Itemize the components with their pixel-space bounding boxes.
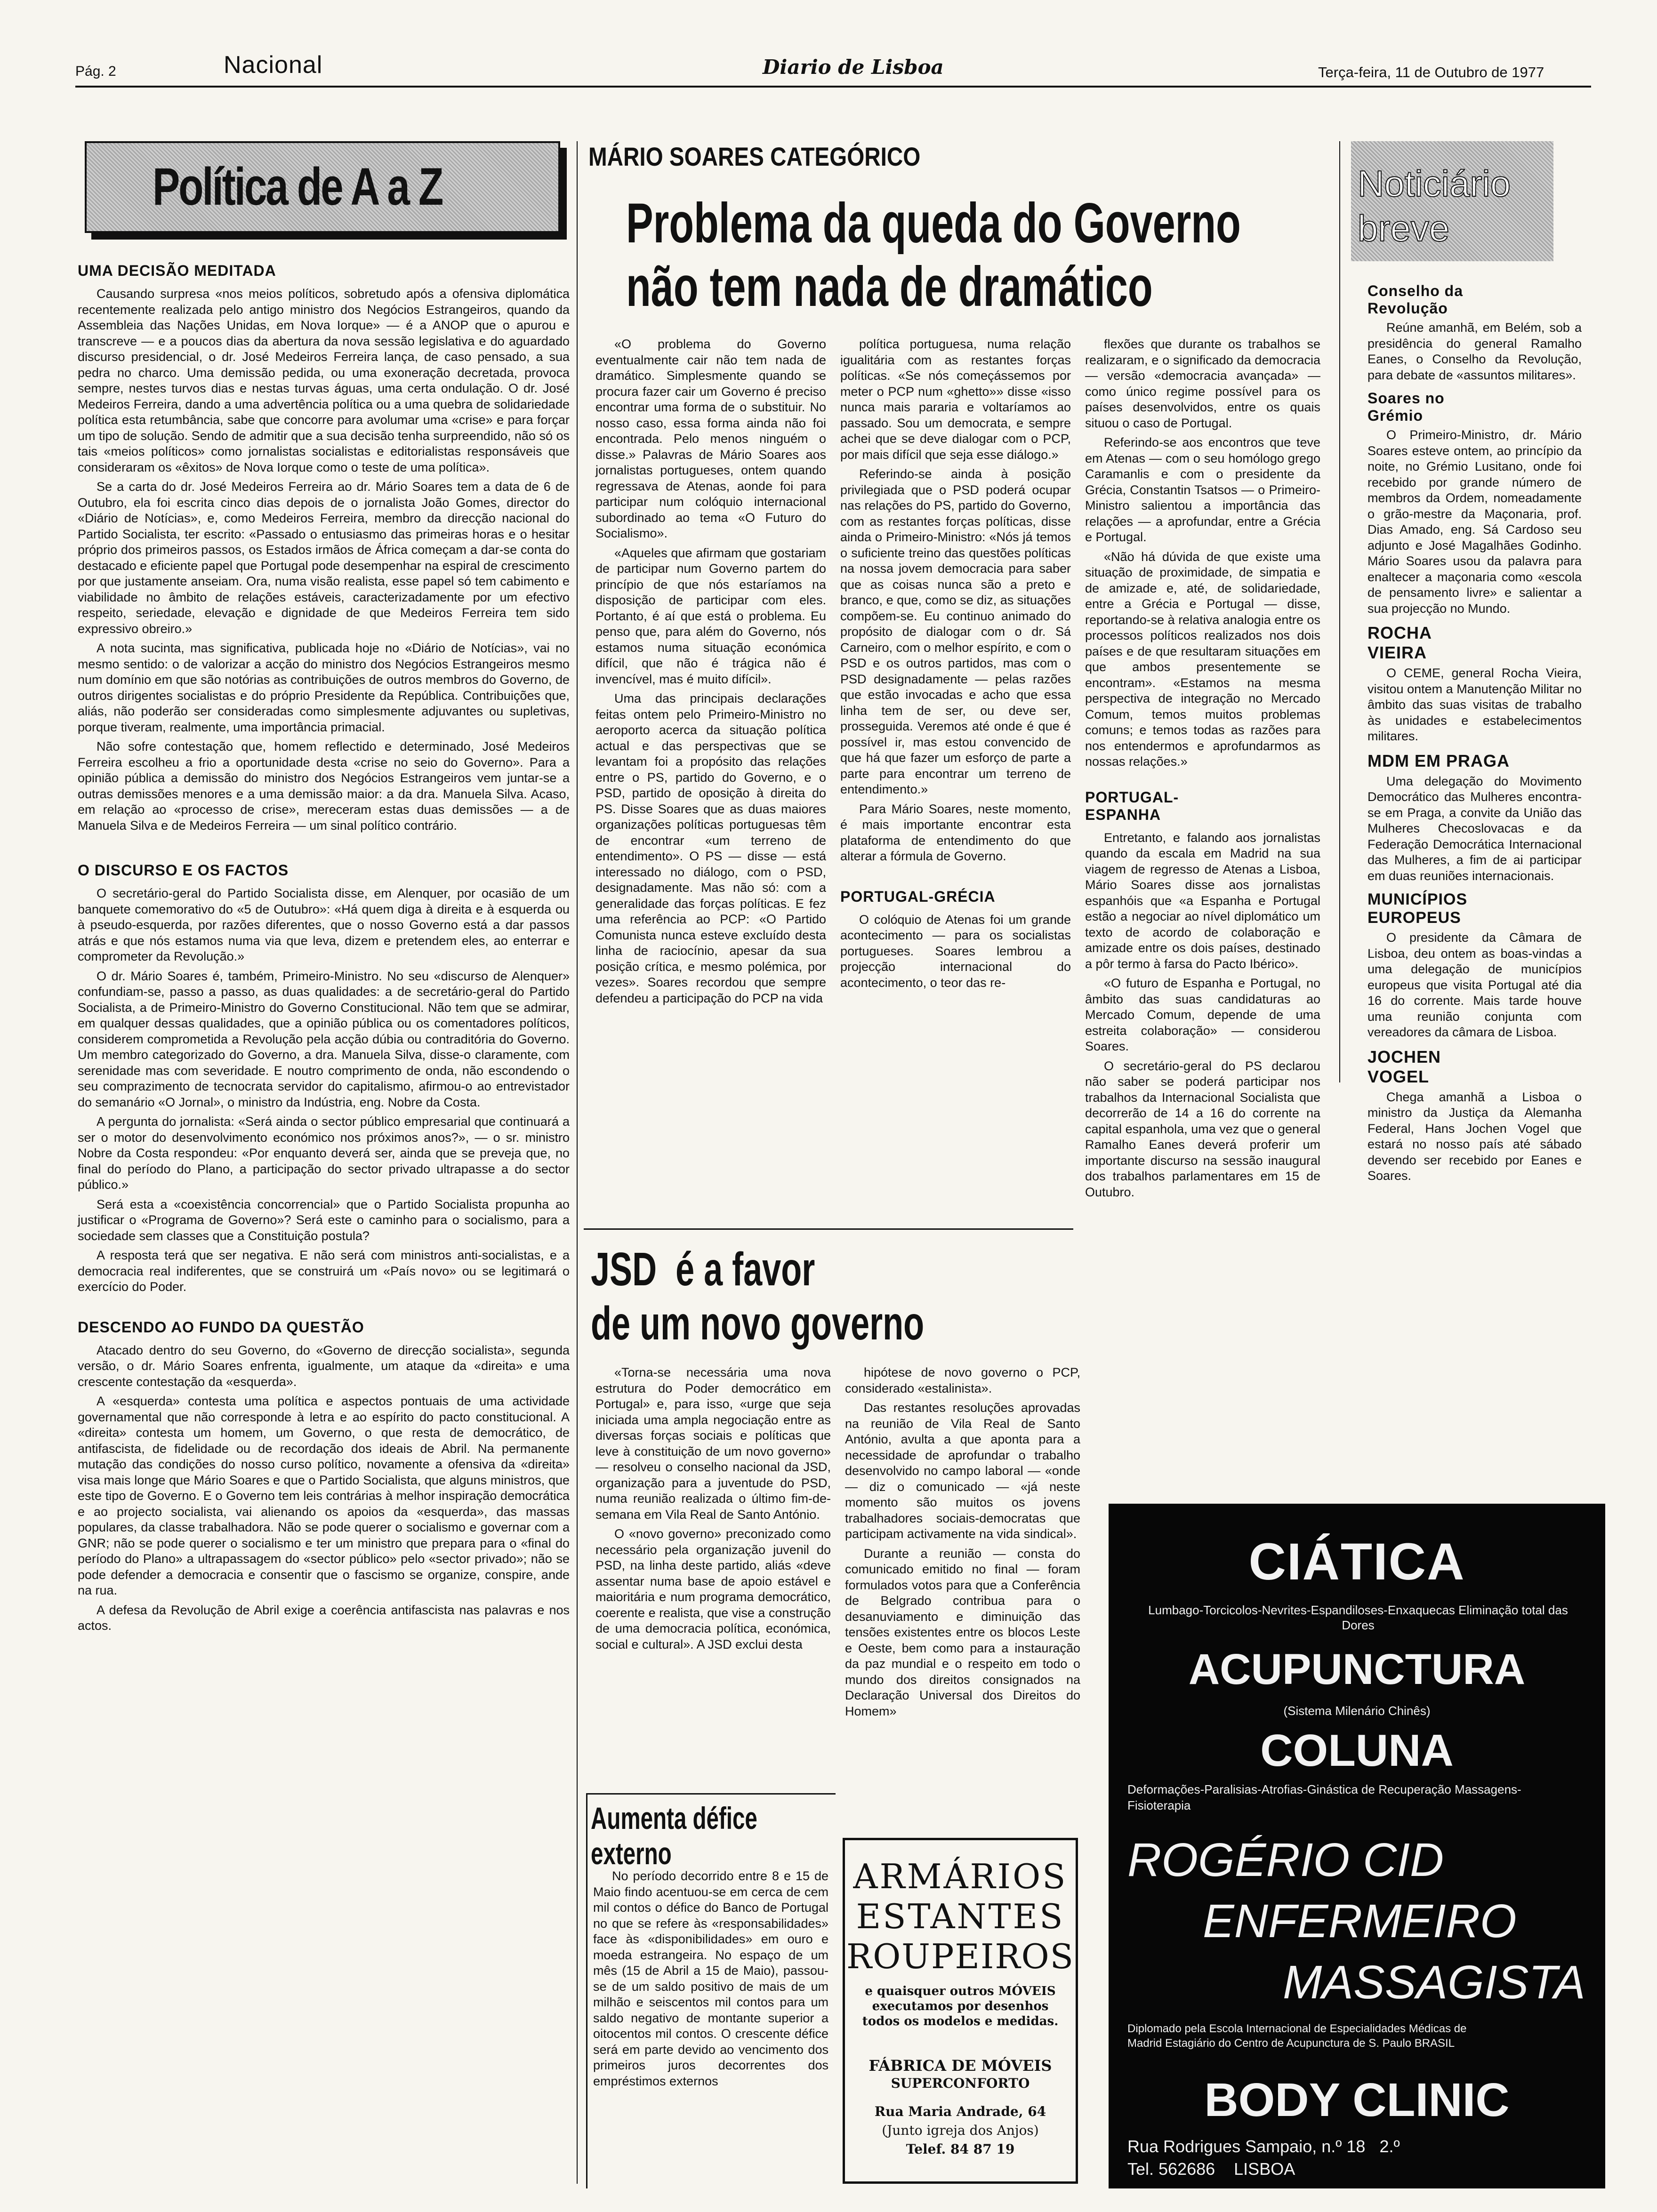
armarios-address-2: (Junto igreja dos Anjos): [882, 2123, 1039, 2138]
main-headline-line2: não tem nada de dramático: [626, 255, 1153, 318]
clinic-role-1: ENFERMEIRO: [1203, 1895, 1517, 1948]
armarios-phone: Telef. 84 87 19: [906, 2141, 1015, 2157]
noticiario-item-text: Chega amanhã a Lisboa o ministro da Justiça da Alemanha Federal, Hans Jochen Vogel que estará no nosso país até sábado devendo ser recebido por Eanes e Soares.: [1367, 1090, 1582, 1183]
armarios-line2: ESTANTES: [856, 1897, 1065, 1936]
noticiario-item: [1367, 623, 1582, 745]
paragraph: O secretário-geral do Partido Socialista disse, em Alenquer, por ocasião de um banquete comemorativo do «5 de Outubro»: «Há quem diga à direita e à esquerda ou à pseudo-esquerda, por razões diferentes, que o nosso Governo está a dar passos atrás e que nós estamos numa via que leva, dizem e pretendem eles, ao enterrar e comprometer da Revolução.»: [78, 886, 570, 963]
main-column-3: [1085, 337, 1320, 1202]
paragraph: «Torna-se necessária uma nova estrutura do Poder democrático em Portugal» e, para isso, «urge que seja iniciada uma ampla negociação entre as diversas forças sociais e políticas que leve à constituição de um novo governo» — resolveu o conselho nacional da JSD, organização para a juventude do PSD, numa reunião realizada o último fim-de-semana em Vila Real de Santo António.: [595, 1365, 831, 1522]
clinic-body-clinic: BODY CLINIC: [1204, 2074, 1510, 2126]
politica-column: [78, 252, 570, 2196]
armarios-line1: ARMÁRIOS: [853, 1857, 1068, 1896]
portugal-espanha-subhead: PORTUGAL-ESPANHA: [1085, 788, 1179, 823]
paragraph: A nota sucinta, mas significativa, publicada hoje no «Diário de Notícias», vai no mesmo sentido: o de valorizar a acção do ministro dos Negócios Estrangeiros mesmo num domínio em que são notórias as contribuições de outros membros do Governo, de outros dirigentes socialistas e do próprio Presidente da República. Contribuições que, aliás, não poderão ser consideradas como simplesmente adjuvantes ou supletivas, porque tiveram, realmente, uma importância primacial.: [78, 641, 570, 734]
paragraph: Para Mário Soares, neste momento, é mais importante encontrar esta plataforma de entendimento do que alterar a fórmula de Governo.: [840, 801, 1071, 863]
clinic-coluna: COLUNA: [1260, 1725, 1454, 1776]
politica-banner-title: Política de A a Z: [153, 157, 442, 216]
noticiario-item-title: JOCHEN VOGEL: [1367, 1047, 1441, 1086]
jsd-column-2: [845, 1365, 1080, 1817]
noticiario-banner-line1: Noticiário: [1358, 163, 1511, 204]
paragraph: «Aqueles que afirmam que gostariam de participar num Governo partem do princípio de que nós estaríamos na disposição de participar com eles. Portanto, é aí que está o problema. Eu penso que, para além do Governo, nós estamos numa situação económica difícil, que não é trágica não é invencível, mas é muito difícil».: [595, 545, 826, 686]
paragraph: A resposta terá que ser negativa. E não será com ministros anti-socialistas, e a democracia real indiferentes, que se construirá um «País novo» ou se legitimará o exercício do Poder.: [78, 1248, 570, 1294]
main-column-1: [595, 337, 826, 1202]
paragraph: O dr. Mário Soares é, também, Primeiro-Ministro. No seu «discurso de Alenquer» confundiam-se, passo a passo, as duas qualidades: a de secretário-geral do Partido Socialista, a de Primeiro-Ministro do Governo Constitucional. Não tem que se admirar, em qualquer dessas qualidades, que a opinião pública ou os comentadores políticos, considerem comprometida a Revolução pela acção dúbia ou contraditória do Governo. Um membro categorizado do Governo, a dra. Manuela Silva, disse-o claramente, com serenidade mas com severidade. E noutro comprimento de onda, não escondendo o seu comprazimento de tecnocrata servidor do capitalismo, afirmou-o ao entrevistador do semanário «O Jornal», o ministro da Indústria, eng. Nobre da Costa.: [78, 969, 570, 1109]
paragraph: «Não há dúvida de que existe uma situação de proximidade, de simpatia e de amizade e, até, de solidariedade, entre a Grécia e Portugal — disse, reportando-se à relativa analogia entre os processos políticos realizados nos dois países e de que resultaram situações em que ambos presentemente se encontram». «Estamos na mesma perspectiva de integração no Mercado Comum, temos muitos problemas comuns; e temos todas as razões para nos entendermos e aprofundarmos as nossas relações.»: [1085, 549, 1320, 769]
clinic-address: Rua Rodrigues Sampaio, n.º 18 2.º: [1127, 2137, 1400, 2156]
header-rule: [75, 86, 1591, 88]
defice-headline-line2: externo: [591, 1836, 672, 1871]
clinic-coluna-sub: Deformações-Paralisias-Atrofias-Ginástica de Recuperação Massagens-Fisioterapia: [1127, 1782, 1521, 1812]
armarios-address-1: Rua Maria Andrade, 64: [874, 2104, 1046, 2119]
noticiario-item-title: ROCHA VIEIRA: [1367, 623, 1432, 662]
masthead-name: Diario de Lisboa: [763, 56, 944, 79]
paragraph: O colóquio de Atenas foi um grande acontecimento — para os socialistas portugueses. Soares lembrou a projecção internacional do acontecimento, o teor das re-: [840, 912, 1071, 990]
paragraph: política portuguesa, numa relação igualitária com as restantes forças políticas. «Se nós começássemos por meter o PCP num «ghetto»» disse «isso nunca mais pararia e voltaríamos ao passado. Sou um democrata, e sempre achei que se deve dialogar com o PCP, por mais difícil que seja esse diálogo.»: [840, 337, 1071, 462]
clinic-acupunctura-sub: (Sistema Milenário Chinês): [1283, 1704, 1431, 1718]
jsd-column-1: [595, 1365, 831, 1784]
paragraph: No período decorrido entre 8 e 15 de Maio findo acentuou-se em cerca de cem mil contos o défice do Banco de Portugal no que se refere às «responsabilidades» face às «disponibilidades» em ouro e moeda estrangeira. No espaço de um mês (15 de Abril a 15 de Maio), passou-se de um saldo positivo de mais de um milhão e seiscentos mil contos para um saldo negativo de montante superior a oitocentos mil contos. O crescente défice será em parte devido ao vencimento dos primeiros juros decorrentes dos empréstimos externos: [593, 1869, 828, 2088]
paragraph: flexões que durante os trabalhos se realizaram, e o significado da democracia — versão «democracia avançada» — como único regime possível para os países desenvolvidos, entre os quais situou o caso de Portugal.: [1085, 337, 1320, 430]
politica-subhead-1: UMA DECISÃO MEDITADA: [78, 262, 276, 279]
armarios-factory-1: FÁBRICA DE MÓVEIS: [869, 2057, 1052, 2075]
paragraph: «O futuro de Espanha e Portugal, no âmbito das suas candidaturas ao Mercado Comum, depende de uma estreita colaboração» — considerou Soares.: [1085, 976, 1320, 1053]
politica-subhead-2: O DISCURSO E OS FACTOS: [78, 862, 289, 879]
noticiario-column: [1367, 282, 1582, 1183]
noticiario-item: [1367, 282, 1582, 383]
paragraph: A pergunta do jornalista: «Será ainda o sector público empresarial que continuará a ser o motor do desenvolvimento económico nos próximos anos?», — o sr. ministro Nobre da Costa respondeu: «Por enquanto deverá ser, ainda que se preveja que, no final do período do Plano, a participação do sector privado ultrapasse a do sector público.»: [78, 1114, 570, 1192]
paragraph: O secretário-geral do PS declarou não saber se poderá participar nos trabalhos da Internacional Socialista que decorrerão de 14 a 16 do corrente na capital espanhola, uma vez que o general Ramalho Eanes deverá proferir um importante discurso na sessão inaugural dos trabalhos parlamentares em 15 de Outubro.: [1085, 1058, 1320, 1199]
paragraph: Não sofre contestação que, homem reflectido e determinado, José Medeiros Ferreira escolheu a frio a oportunidade desta «crise no seio do Governo». Para a opinião pública a demissão do ministro dos Negócios Estrangeiros vem juntar-se a outras demissões menores e a uma demissão maior: a da dra. Manuela Silva. Acaso, em relação ao «processo de crise», mereceram estas duas demissões — a de Manuela Silva e de Medeiros Ferreira — um sinal político contrário.: [78, 739, 570, 833]
noticiario-item-text: O presidente da Câmara de Lisboa, deu ontem as boas-vindas a uma delegação de municípios europeus que visita Portugal até dia 16 do corrente. Mais tarde houve uma reunião conjunta com vereadores da câmara de Lisboa.: [1367, 930, 1582, 1039]
paragraph: Durante a reunião — consta do comunicado emitido no final — foram formulados votos para que a Conferência de Belgrado contribua para o desanuviamento e diminuição das tensões existentes entre os blocos Leste e Oeste, bem como para a instauração da paz mundial e o respeito em todo o mundo dos direitos consignados na Declaração Universal dos Direitos do Homem»: [845, 1546, 1080, 1718]
main-headline-line1: Problema da queda do Governo: [626, 192, 1241, 255]
noticiario-item: [1367, 390, 1582, 617]
main-column-2: [840, 337, 1071, 1202]
noticiario-banner: [1351, 141, 1553, 261]
page-date: Terça-feira, 11 de Outubro de 1977: [1318, 64, 1544, 80]
column-divider: [577, 141, 578, 2184]
paragraph: Se a carta do dr. José Medeiros Ferreira ao dr. Mário Soares tem a data de 6 de Outubro, ela foi escrita cinco dias depois de o jornalista João Gomes, director do «Diário de Notícias», e, como Medeiros Ferreira, membro da direcção nacional do Partido Socialista, ter escrito: «Passado o entusiasmo das primeiras horas e o hesitar próprio dos primeiros passos, os Estados irmãos de África começam a dar-se conta do destacado e eficiente papel que Portugal pode desempenhar na espiral de crescimento por que justamente anseiam. Ora, numa visão realista, esse papel só tem cabimento e viabilidade no âmbito de relações estáveis, caracterizadamente por um efectivo respeito, seriedade, elevação e dignidade de que Medeiros Ferreira tem sido expressivo obreiro.»: [78, 480, 570, 636]
section-name: Nacional: [224, 51, 323, 79]
paragraph: «O problema do Governo eventualmente cair não tem nada de dramático. Simplesmente quando se procura fazer cair um Governo é preciso encontrar uma forma de o substituir. No nosso caso, essa forma ainda não foi encontrada. Pelo menos ninguém o disse.» Palavras de Mário Soares aos jornalistas portugueses, ontem quando regressava de Atenas, aonde foi para participar num colóquio internacional subordinado ao tema «O Futuro do Socialismo».: [595, 337, 826, 540]
armarios-body: e quaisquer outros MÓVEIS executamos por desenhos todos os modelos e medidas.: [862, 1984, 1059, 2028]
paragraph: Das restantes resoluções aprovadas na reunião de Vila Real de Santo António, avulta a que aponta para a necessidade de aprofundar o trabalho desenvolvido no campo laboral — «onde — diz o comunicado — «já neste momento são muitos os jovens trabalhadores sociais-democratas que participam activamente na vida sindical».: [845, 1401, 1080, 1541]
jsd-headline-line2: de um novo governo: [591, 1297, 925, 1350]
paragraph: Referindo-se aos encontros que teve em Atenas — com o seu homólogo grego Caramanlis e com o presidente da Grécia, Constantin Tsatsos — o Primeiro-Ministro salientou a importância das relações — a aprofundar, entre a Grécia e Portugal.: [1085, 435, 1320, 544]
clinic-ciatica-sub: Lumbago-Torcicolos-Nevrites-Espandiloses-Enxaquecas Eliminação total das Dores: [1148, 1603, 1568, 1632]
section-rule: [584, 1228, 1073, 1230]
page-header: [0, 0, 1657, 85]
main-kicker: MÁRIO SOARES CATEGÓRICO: [588, 142, 921, 171]
clinic-ad: [1109, 1504, 1605, 2188]
clinic-role-2: MASSAGISTA: [1283, 1956, 1585, 2009]
paragraph: A defesa da Revolução de Abril exige a coerência antifascista nas palavras e nos actos.: [78, 1603, 570, 1633]
noticiario-item-title: Conselho da Revolução: [1367, 282, 1464, 317]
noticiario-item-text: O Primeiro-Ministro, dr. Mário Soares esteve ontem, ao princípio da noite, no Grémio Lusitano, onde foi recebido por grande número de membros da Ordem, nomeadamente o grão-mestre da Maçonaria, prof. Dias Amado, eng. Sá Cardoso seu adjunto e José Magalhães Godinho. Mário Soares usou da palavra para enaltecer a maçonaria como «escola de pensamento livre» e salientar a sua projecção no Mundo.: [1367, 428, 1582, 616]
paragraph: Uma das principais declarações feitas ontem pelo Primeiro-Ministro no aeroporto acerca da situação política actual e das perspectivas que se levantam foi a propósito das relações entre o PS, partido do Governo, e o PSD, partido de oposição à direita do PS. Disse Soares que as duas maiores organizações políticas portuguesas têm de encontrar «um terreno de entendimento». O PS — disse — está interessado no diálogo, com o PSD, designadamente. Mas não só: com a generalidade das forças políticas. E fez uma referência ao PCP: «O Partido Comunista nunca esteve excluído desta linha de raciocínio, apesar da sua posição crítica, e mesmo polémica, por vezes». Soares recordou que sempre defendeu a participação do PCP na vida: [595, 691, 826, 1005]
noticiario-item-text: Uma delegação do Movimento Democrático das Mulheres encontra-se em Praga, a convite da União das Mulheres Checoslovacas e da Federação Democrática Internacional das Mulheres, a fim de ai participar em duas reuniões internacionais.: [1367, 774, 1582, 883]
armarios-line3: ROUPEIROS: [846, 1937, 1074, 1976]
noticiario-item: [1367, 751, 1582, 884]
column-divider: [1339, 141, 1340, 1082]
paragraph: Entretanto, e falando aos jornalistas quando da escala em Madrid na sua viagem de regresso de Atenas a Lisboa, Mário Soares disse aos jornalistas espanhóis que «a Espanha e Portugal estão a negociar ao nível diplomático um texto de acordo de colaboração e amizade entre os dois países, destinado a pôr termo à farsa do Pacto Ibérico».: [1085, 830, 1320, 971]
noticiario-item-title: MUNICÍPIOS EUROPEUS: [1367, 890, 1468, 927]
noticiario-item-text: Reúne amanhã, em Belém, sob a presidência do general Ramalho Eanes, o Conselho da Revolução, para debate de «assuntos militares».: [1367, 321, 1582, 382]
portugal-grecia-subhead: PORTUGAL-GRÉCIA: [840, 888, 996, 905]
paragraph: Causando surpresa «nos meios políticos, sobretudo após a ofensiva diplomática recentemente realizada pelo antigo ministro dos Negócios Estrangeiros, quando da Assembleia das Nações Unidas, em Nova Iorque» — é a ANOP que o apurou e transcreve — e a poucos dias da abertura da nova sessão legislativa e do aguardado discurso presidencial, o dr. José Medeiros Ferreira lança, de caso pensado, a sua pedra no charco. Uma demissão pedida, ou uma exoneração decretada, provoca sempre, nestes turvos dias e nestas turvas águas, uma certa ondulação. O dr. José Medeiros Ferreira, dando a uma advertência política ou a uma quebra de solidariedade política esta retumbância, sabe que concorre para avolumar uma «crise» e para forçar um tipo de solução. Sendo de admitir que a sua decisão tenha surpreendido, não só os tais «meios políticos» como jornalistas socialistas e editorialistas responsáveis que consideraram os «êxitos» de Nova Iorque como o teste de uma política».: [78, 287, 570, 474]
clinic-ciatica: CIÁTICA: [1248, 1533, 1465, 1591]
noticiario-item-text: O CEME, general Rocha Vieira, visitou ontem a Manutenção Militar no âmbito das suas visitas de trabalho às unidades e estabelecimentos militares.: [1367, 666, 1582, 743]
defice-headline-line1: Aumenta défice: [591, 1801, 757, 1835]
armarios-ad: [843, 1838, 1078, 2184]
paragraph: A «esquerda» contesta uma política e aspectos pontuais de uma actividade governamental que não corresponde à letra e ao espírito do pacto constitucional. A «direita» contesta um homem, um Governo, o que resta de democrático, de antifascista, de fidelidade ou de recordação dos ideais de Abril. Na permanente mutação das condições do nosso curso político, novamente a ofensiva da «direita» visa mais longe que Mário Soares e que o Partido Socialista, que alguns ministros, que este tipo de Governo. E o Governo tem leis contrárias à melhor inspiração democrática e ao projecto socialista, vai alienando os apoios da «esquerda», das massas populares, da classe trabalhadora. Não se pode querer o socialismo e governar com a GNR; não se pode querer o socialismo e ter um ministro que prepara para o «final do período do Plano» a ultrapassagem do «sector público» pelo «sector privado»; não se pode defender a democracia e consentir que o fascismo se organize, conspire, ande na rua.: [78, 1394, 570, 1597]
paragraph: Será esta a «coexistência concorrencial» que o Partido Socialista propunha ao justificar o «Programa de Governo»? Será este o caminho para o socialismo, para a sociedade sem classes que a Constituição postula?: [78, 1197, 570, 1243]
clinic-phone: Tel. 562686 LISBOA: [1127, 2159, 1295, 2179]
politica-banner: [85, 141, 560, 233]
jsd-headline-line1: JSD é a favor: [591, 1243, 815, 1296]
page-number: Pág. 2: [75, 64, 116, 79]
noticiario-item-title: Soares no Grémio: [1367, 390, 1445, 424]
noticiario-item-title: MDM EM PRAGA: [1367, 751, 1510, 770]
noticiario-item: [1367, 1047, 1582, 1184]
clinic-acupunctura: ACUPUNCTURA: [1188, 1645, 1526, 1693]
clinic-diploma: Diplomado pela Escola Internacional de Especialidades Médicas de Madrid Estagiário do Centro de Acupunctura de S. Paulo BRASIL: [1127, 2022, 1467, 2050]
noticiario-item: [1367, 890, 1582, 1041]
politica-subhead-3: DESCENDO AO FUNDO DA QUESTÃO: [78, 1318, 364, 1336]
defice-body: [593, 1868, 828, 2184]
paragraph: Referindo-se ainda à posição privilegiada que o PSD poderá ocupar nas relações do PS, partido do Governo, com as restantes forças políticas, disse ainda o Primeiro-Ministro: «Nós já temos o suficiente treino das questões políticas na nossa jovem democracia para saber que as coisas nunca são a preto e branco, e que, como se diz, as situações compõem-se. Eu continuo animado do propósito de dialogar com o dr. Sá Carneiro, com o melhor espírito, e com o PSD e os outros partidos, mas com o PSD designadamente — pelas razões que estão invocadas e acho que essa linha tem de ser, ou deve ser, prosseguida. Veremos até onde é que é possível ir, mas estou convencido de que há que fazer um esforço de parte a parte para encontrar um terreno de entendimento.»: [840, 467, 1071, 796]
noticiario-banner-line2: breve: [1358, 208, 1450, 249]
clinic-name: ROGÉRIO CID: [1127, 1834, 1444, 1886]
paragraph: Atacado dentro do seu Governo, do «Governo de direcção socialista», segunda versão, o dr. Mário Soares enfrenta, igualmente, um ataque da «direita» e uma crescente contestação da «esquerda».: [78, 1343, 570, 1389]
armarios-factory-2: SUPERCONFORTO: [891, 2076, 1030, 2091]
paragraph: O «novo governo» preconizado como necessário pela organização juvenil do PSD, na linha deste partido, aliás «deve assentar numa base de apoio estável e maioritária e num programa democrático, coerente e realista, que vise a construção de uma democracia política, económica, social e cultural». A JSD exclui desta: [595, 1527, 831, 1651]
paragraph: hipótese de novo governo o PCP, considerado «estalinista».: [845, 1365, 1080, 1395]
